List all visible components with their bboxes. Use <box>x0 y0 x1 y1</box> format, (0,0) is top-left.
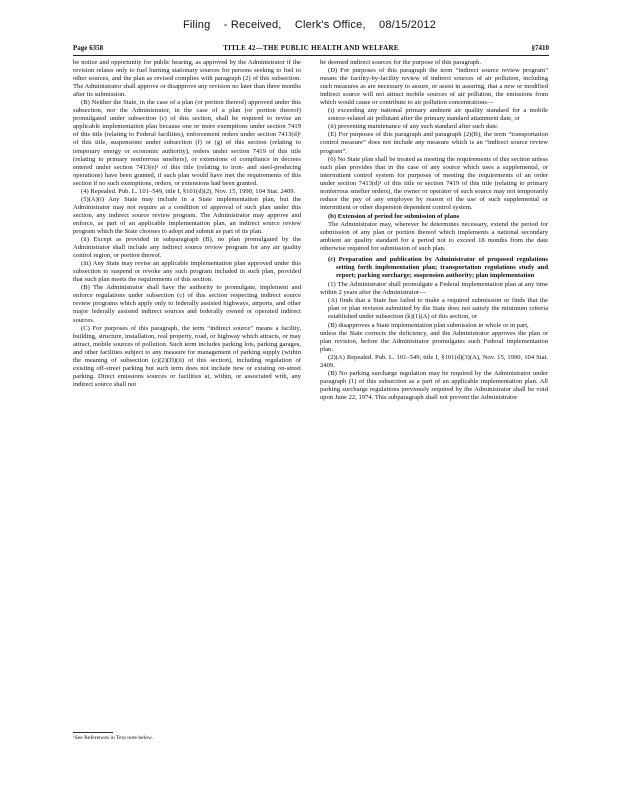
page-title: TITLE 42—THE PUBLIC HEALTH AND WELFARE <box>223 44 399 52</box>
footnote-rule <box>73 732 113 733</box>
paragraph: (B) No parking surcharge regulation may be required by the Administrator under paragraph (1) of this subsection as a part of an applicable implementation plan. All parking surcharge regulations previously required by the Administrator shall be void upon June 22, 1974. This subparagraph shall not prevent the Administrator <box>320 369 548 401</box>
paragraph: (B) The Administrator shall have the authority to promulgate, implement and enforce regulations under subsection (c) of this section respecting indirect source review programs which apply only to federally assisted highways, airports, and other major federally assisted indirect sources and federally owned or operated indirect sources. <box>73 284 301 324</box>
paragraph: The Administrator may, wherever he determines necessary, extend the period for submission of any plan or portion thereof which implements a national secondary ambient air quality standard for a period not to exceed 18 months from the date otherwise required for submission of such plan. <box>320 220 548 253</box>
paragraph: (C) For purposes of this paragraph, the term “indirect source” means a facility, building, structure, installation, real property, road, or highway which attracts, or may attract, mobile sources of pollution. Such term includes parking lots, parking garages, and other facilities subject to any measure for management of parking supply (within the meaning of subsection (c)(2)(D)(ii) of this section), including regulation of existing off-street parking but such term does not include new or existing on-street parking. Direct emissions sources or facilities at, within, or associated with, any indirect source shall not <box>73 324 301 388</box>
paragraph: (E) For purposes of this paragraph and paragraph (2)(B), the term “transportation control measure” does not include any measure which is an “indirect source review program”. <box>320 131 548 155</box>
paragraph: (5)(A)(i) Any State may include in a State implementation plan, but the Administrator may not require as a condition of approval of such plan under this section, any indirect source review program. The Administrator may approve and enforce, as part of an applicable implementation plan, an indirect source review program which the State chooses to adopt and submit as part of its plan. <box>73 195 301 235</box>
paragraph: (iii) Any State may revise an applicable implementation plan approved under this subsection to suspend or revoke any such program included in such plan, provided that such plan meets the requirements of this section. <box>73 260 301 284</box>
paragraph: (i) exceeding any national primary ambient air quality standard for a mobile source-related air pollutant after the primary standard attainment date, or <box>328 107 548 123</box>
paragraph: (ii) preventing maintenance of any such standard after such date. <box>328 123 499 131</box>
paragraph: (A) finds that a State has failed to make a required submission or finds that the plan or plan revision submitted by the State does not satisfy the minimum criteria established under subsection (k)(1)(A) of this section, or <box>328 297 548 321</box>
paragraph: (B) disapproves a State implementation plan submission in whole or in part, <box>328 321 529 329</box>
paragraph: (4) Repealed. Pub. L. 101–549, title I, §101(d)(2), Nov. 15, 1990, 104 Stat. 2409. <box>81 187 296 195</box>
page-number: Page 6358 <box>73 44 104 52</box>
stamp-filing: Filing <box>182 19 211 31</box>
footnote: ¹See References in Text note below. <box>73 735 154 741</box>
section-heading: (c) Preparation and publication by Administrator of proposed regulations setting forth implementation plan; transportation regulations study and report; parking surcharge; suspension authority; plan implementation <box>328 256 548 280</box>
stamp-date: 08/15/2012 <box>379 19 437 31</box>
paragraph: (2)(A) Repealed. Pub. L. 101–549, title I, §101(d)(3)(A), Nov. 15, 1990, 104 Stat. 2409. <box>320 353 548 369</box>
paragraph: (B) Neither the State, in the case of a plan (or portion thereof) approved under this subsection, nor the Administrator, in the case of a plan (or portion thereof) promulgated under subsection (c) of this section, shall be required to revise an applicable implementation plan because one or more exemptions under section 7419 of this title (relating to Federal facilities), enforcement orders under section 7413(d)¹ of this title, suspensions under subsection (f) or (g) of this section (relating to temporary energy or economic authority), orders under section 7419 of this title (relating to primary nonferrous smelters), or extensions of compliance in decrees entered under section 7413(e)¹ of this title (relating to iron- and steel-producing operations) have been granted, if such plan would have met the requirements of this section if no such exemptions, orders, or extensions had been granted. <box>73 99 301 187</box>
filing-stamp <box>0 19 619 31</box>
section-heading: (b) Extension of period for submission of plans <box>328 212 460 220</box>
header-rule <box>73 55 549 56</box>
paragraph: (6) No State plan shall be treated as meeting the requirements of this section unless such plan provides that in the case of any source which uses a supplemental, or intermittent control system for purposes of meeting the requirements of an order under section 7413(d)¹ of this title or section 7419 of this title (relating to primary nonferrous smelter orders), the owner or operator of such source may not temporarily reduce the pay of any employee by reason of the use of such supplemental or intermittent or other dispersion dependent control system. <box>320 155 548 211</box>
paragraph: unless the State corrects the deficiency, and the Administrator approves the plan or plan revision, before the Administrator promulgates such Federal implementation plan. <box>320 329 548 353</box>
right-column <box>320 59 548 402</box>
paragraph: be deemed indirect sources for the purpose of this paragraph. <box>320 59 482 66</box>
stamp-office: Clerk's Office, <box>294 19 366 31</box>
left-column <box>73 59 301 389</box>
paragraph: (D) For purposes of this paragraph the term “indirect source review program” means the facility-by-facility review of indirect sources of air pollution, including such measures as are necessary to assure, or assist in assuring, that a new or modified indirect source will not attract mobile sources of air pollution, the emissions from which would cause or contribute to air pollution concentrations— <box>320 67 548 107</box>
stamp-received: - Received, <box>223 19 282 31</box>
paragraph: be notice and opportunity for public hearing, as approved by the Administrator if the revision relates only to fuel burning stationary sources for persons seeking to fuel to other sources, and the plan as revised complies with paragraph (2) of this subsection. The Administrator shall approve or disapprove any revision no later than three months after its submission. <box>73 59 301 99</box>
paragraph: (1) The Administrator shall promulgate a Federal implementation plan at any time within 2 years after the Administrator— <box>320 281 548 297</box>
section-number: §7410 <box>531 44 549 52</box>
paragraph: (ii) Except as provided in subparagraph (B), no plan promulgated by the Administrator shall include any indirect source review program for any air quality control region, or portion thereof. <box>73 236 301 260</box>
